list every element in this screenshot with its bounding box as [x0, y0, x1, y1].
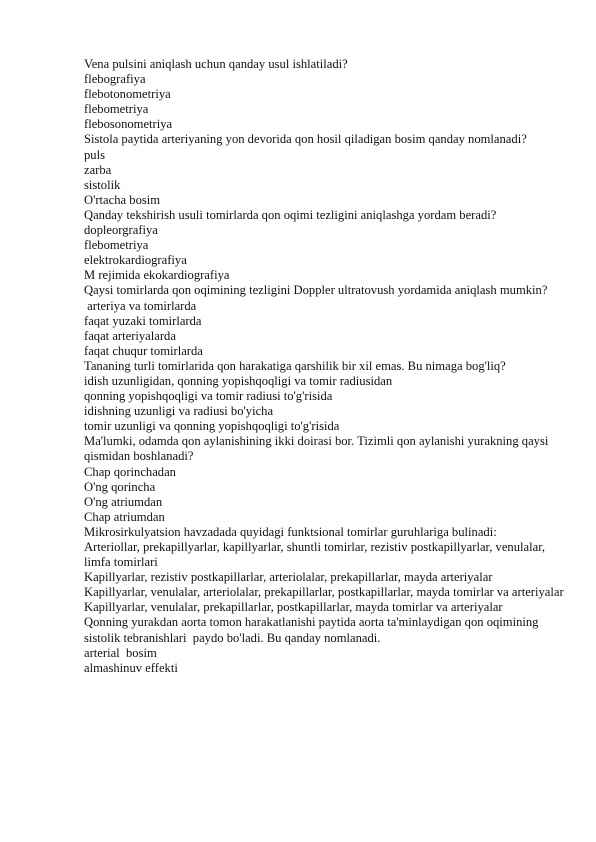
- question-line: Ma'lumki, odamda qon aylanishining ikki doirasi bor. Tizimli qon aylanishi yurakning qaysi qismidan boshlanadi?: [84, 434, 552, 464]
- answer-option: flebometriya: [84, 102, 149, 117]
- answer-option: O'rtacha bosim: [84, 192, 161, 207]
- answer-option: Chap qorinchadan: [84, 464, 176, 479]
- answer-option: flebometriya: [84, 238, 149, 253]
- answer-option: sistolik: [84, 177, 121, 192]
- answer-option: Kapillyarlar, venulalar, arteriolalar, prekapillarlar, postkapillarlar, mayda tomirlar va arteriyalar: [84, 585, 564, 600]
- answer-option: dopleorgrafiya: [84, 223, 158, 238]
- answer-option: O'ng qorincha: [84, 479, 156, 494]
- question-line: Qonning yurakdan aorta tomon harakatlanishi paytida aorta ta'minlaydigan qon oqimining sistolik tebranishlari paydo bo'ladi. Bu qanday nomlanadi.: [84, 615, 542, 645]
- answer-option: M rejimida ekokardiografiya: [84, 268, 230, 283]
- answer-option: tomir uzunligi va qonning yopishqoqligi to'g'risida: [84, 419, 340, 434]
- question-line: Tananing turli tomirlarida qon harakatiga qarshilik bir xil emas. Bu nimaga bog'liq?: [84, 358, 506, 373]
- answer-option: Kapillyarlar, rezistiv postkapillarlar, arteriolalar, prekapillarlar, mayda arteriyalar: [84, 570, 493, 585]
- answer-option: almashinuv effekti: [84, 660, 178, 675]
- answer-option: arterial bosim: [84, 645, 157, 660]
- answer-option: faqat yuzaki tomirlarda: [84, 313, 202, 328]
- answer-option: Chap atriumdan: [84, 509, 165, 524]
- answer-option: qonning yopishqoqligi va tomir radiusi to'g'risida: [84, 389, 333, 404]
- question-line: Mikrosirkulyatsion havzadada quyidagi funktsional tomirlar guruhlariga bulinadi:: [84, 524, 497, 539]
- document-body: [84, 57, 574, 676]
- question-line: Vena pulsini aniqlash uchun qanday usul ishlatiladi?: [84, 57, 348, 71]
- answer-option: idishning uzunligi va radiusi bo'yicha: [84, 404, 274, 419]
- answer-option: flebosonometriya: [84, 117, 173, 132]
- answer-option: puls: [84, 147, 105, 162]
- answer-option: flebotonometriya: [84, 87, 171, 102]
- answer-option: O'ng atriumdan: [84, 494, 163, 509]
- answer-option: zarba: [84, 162, 112, 177]
- answer-option: elektrokardiografiya: [84, 253, 187, 268]
- answer-option: flebografiya: [84, 72, 146, 87]
- answer-option: Kapillyarlar, venulalar, prekapillarlar, postkapillarlar, mayda tomirlar va arteriyalar: [84, 600, 503, 615]
- answer-option: idish uzunligidan, qonning yopishqoqligi va tomir radiusidan: [84, 373, 393, 388]
- answer-option: faqat arteriyalarda: [84, 328, 176, 343]
- question-line: Qanday tekshirish usuli tomirlarda qon oqimi tezligini aniqlashga yordam beradi?: [84, 207, 497, 222]
- question-line: Qaysi tomirlarda qon oqimining tezligini Doppler ultratovush yordamida aniqlash mumkin?: [84, 283, 548, 298]
- answer-option: Arteriollar, prekapillyarlar, kapillyarlar, shuntli tomirlar, rezistiv postkapillyarlar, venulalar, limfa tomirlari: [84, 540, 549, 570]
- question-line: Sistola paytida arteriyaning yon devorida qon hosil qiladigan bosim qanday nomlanadi?: [84, 132, 527, 147]
- answer-option: arteriya va tomirlarda: [84, 298, 197, 313]
- answer-option: faqat chuqur tomirlarda: [84, 343, 203, 358]
